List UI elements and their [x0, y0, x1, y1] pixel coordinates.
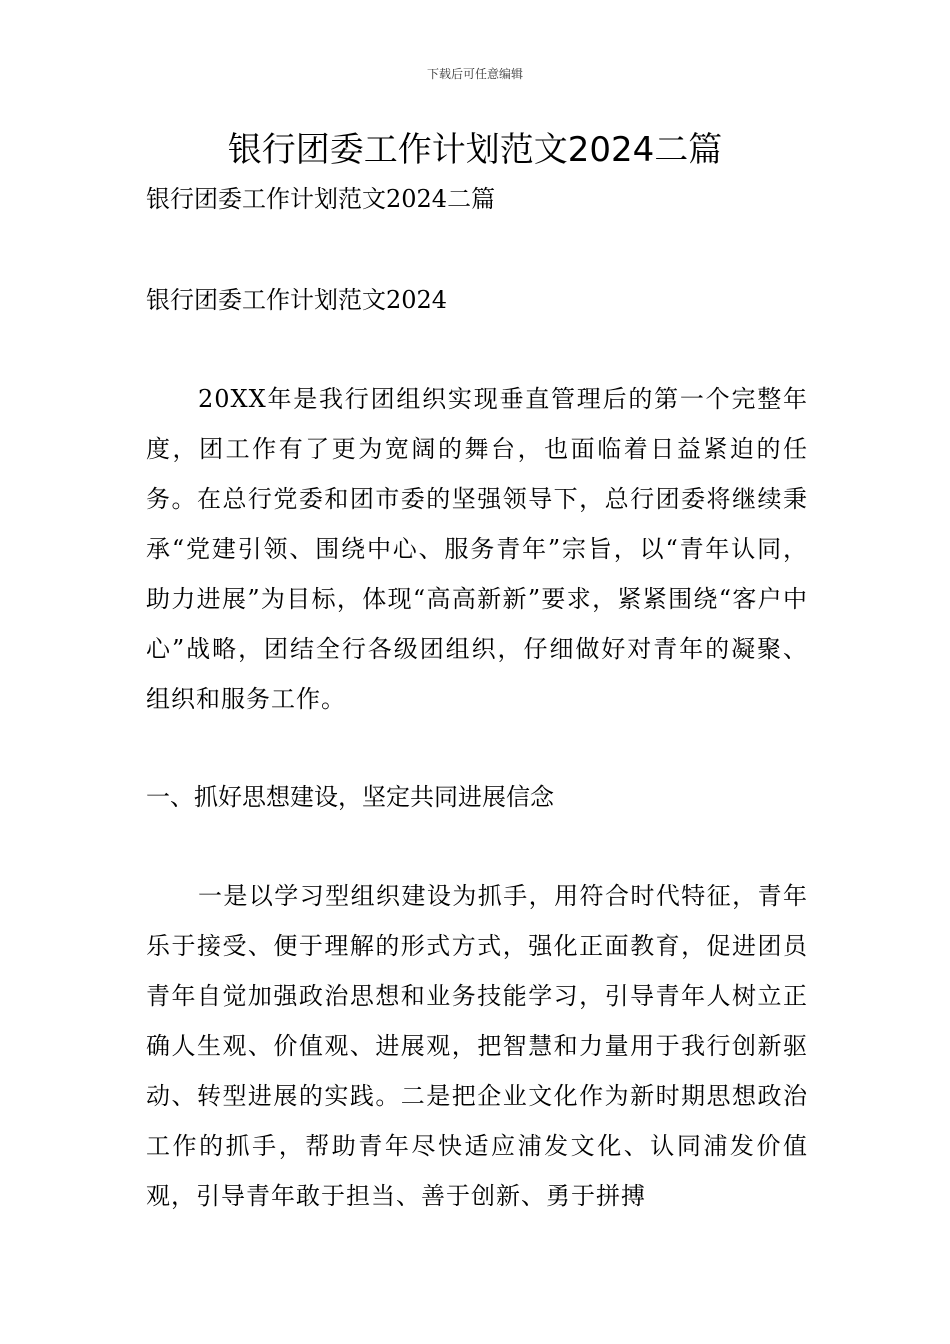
section-heading-1: 一、抓好思想建设，坚定共同进展信念 [146, 783, 554, 811]
intro-paragraph: 20XX年是我行团组织实现垂直管理后的第一个完整年度，团工作有了更为宽阔的舞台，也面临着日益紧迫的任务。在总行党委和团市委的坚强领导下，总行团委将继续秉承“党建引领、围绕中心、服务青年”宗旨，以“青年认同，助力进展”为目标，体现“高高新新”要求，紧紧围绕“客户中心”战略，团结全行各级团组织，仔细做好对青年的凝聚、组织和服务工作。 [146, 385, 808, 713]
header-note: 下载后可任意编辑 [426, 67, 523, 81]
section-title: 银行团委工作计划范文2024 [146, 286, 448, 314]
document-subtitle: 银行团委工作计划范文2024二篇 [146, 185, 496, 213]
body-paragraph: 一是以学习型组织建设为抓手，用符合时代特征，青年乐于接受、便于理解的形式方式，强化正面教育，促进团员青年自觉加强政治思想和业务技能学习，引导青年人树立正确人生观、价值观、进展观，把智慧和力量用于我行创新驱动、转型进展的实践。二是把企业文化作为新时期思想政治工作的抓手，帮助青年尽快适应浦发文化、认同浦发价值观，引导青年敢于担当、善于创新、勇于拼搏 [146, 882, 808, 1210]
document-title: 银行团委工作计划范文2024二篇 [227, 130, 723, 170]
